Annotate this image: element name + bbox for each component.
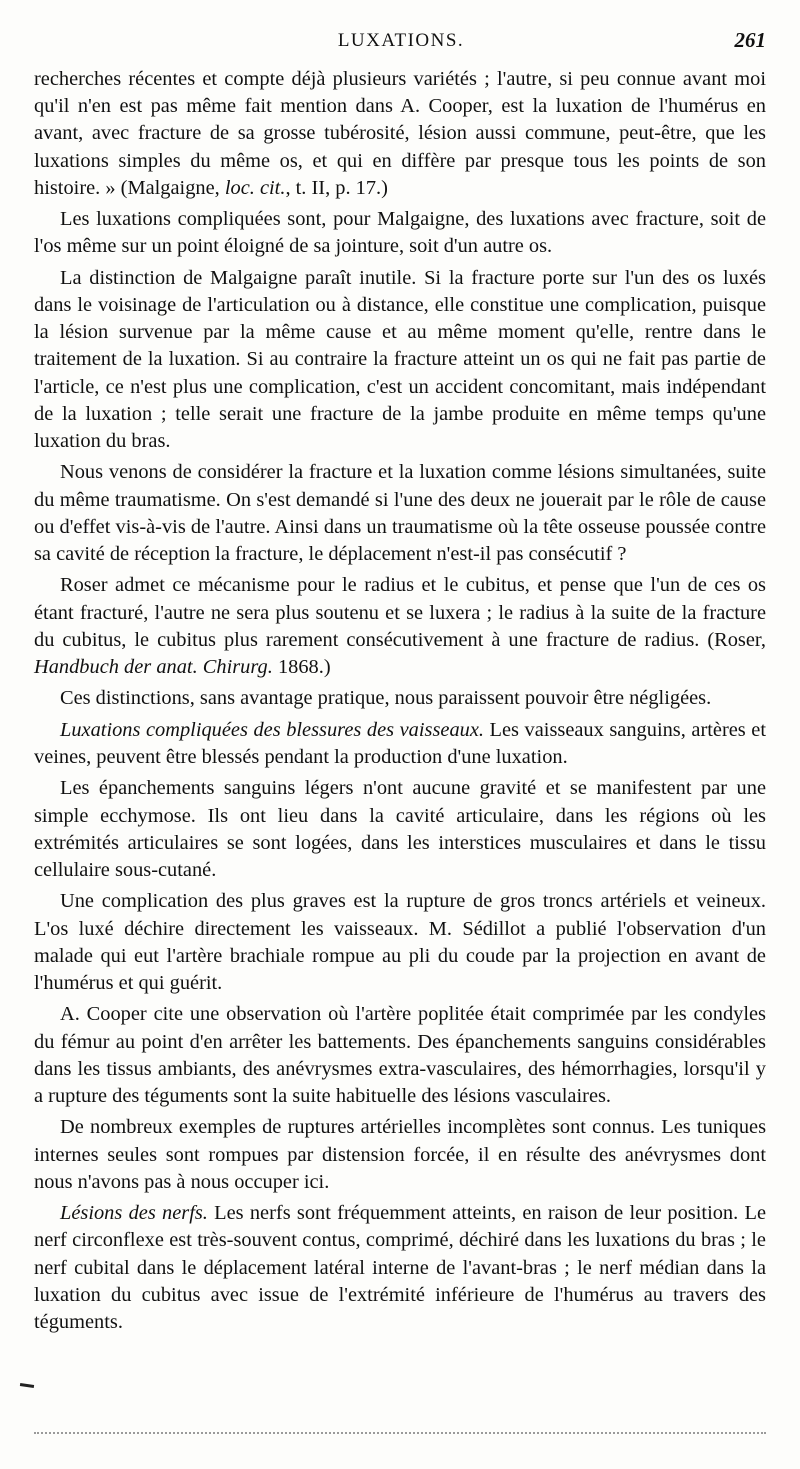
running-head [36, 24, 766, 54]
paragraph [34, 206, 766, 260]
page-number: 261 [734, 28, 766, 52]
text-segment: 1868.) [272, 656, 331, 679]
paragraph [34, 1114, 766, 1196]
text-segment: , t. II, p. 17.) [285, 176, 388, 199]
paragraph [34, 717, 766, 771]
paragraph [34, 685, 766, 712]
text-segment: Les nerfs sont fréquemment atteints, en raison de leur position. Le nerf circonflexe est très-souvent contus, comprimé, déchiré dans les luxations du bras ; le nerf cubital dans le déplacement latéral interne de l'avant-bras ; le nerf médian dans la luxation du cubitus avec issue de l'extrémité inférieure de l'humérus au travers des téguments. [34, 1202, 766, 1333]
stray-ink-mark [20, 1383, 34, 1388]
text-segment: Les luxations compliquées sont, pour Malgaigne, des luxations avec fracture, soit de l'os même sur un point éloigné de sa jointure, soit d'un autre os. [34, 208, 766, 258]
paragraph [34, 775, 766, 884]
text-segment: Une complication des plus graves est la rupture de gros troncs artériels et veineux. L'os luxé déchire directement les vaisseaux. M. Sédillot a publié l'observation d'un malade qui eut l'artère brachiale rompue au pli du coude par la projection en avant de l'humérus et qui guérit. [34, 890, 766, 994]
italic-text-segment: Lésions des nerfs. [60, 1202, 208, 1225]
text-segment: Ces distinctions, sans avantage pratique, nous paraissent pouvoir être négligées. [60, 687, 712, 710]
text-segment: Les épanchements sanguins légers n'ont aucune gravité et se manifestent par une simple ecchymose. Ils ont lieu dans la cavité articulaire, dans les régions où les extrémités articulaires se sont logées, dans les interstices musculaires et dans le tissu cellulaire sous-cutané. [34, 777, 766, 881]
paragraph [34, 572, 766, 681]
paragraph [34, 265, 766, 455]
text-segment: La distinction de Malgaigne paraît inutile. Si la fracture porte sur l'un des os luxés dans le voisinage de l'articulation ou à distance, elle constitue une complication, puisque la lésion survenue par la même cause et au même moment qu'elle, rentre dans le traitement de la luxation. Si au contraire la fracture atteint un os qui ne fait pas partie de l'article, ce n'est plus une complication, c'est un accident concomitant, mais indépendant de la luxation ; telle serait une fracture de la jambe produite en même temps qu'une luxation du bras. [34, 266, 766, 453]
text-segment: Les vaisseaux sanguins, artères et veines, peuvent être blessés pendant la production d'une luxation. [34, 718, 766, 768]
text-segment: Roser admet ce mécanisme pour le radius et le cubitus, et pense que l'un de ces os étant fracturé, l'autre ne sera plus soutenu et se luxera ; le radius à la suite de la fracture du cubitus, le cubitus plus rarement consécutivement à une fracture de radius. (Roser, [34, 574, 766, 651]
text-segment: De nombreux exemples de ruptures artérielles incomplètes sont connus. Les tuniques internes seules sont rompues par distension forcée, il en résulte des anévrysmes dont nous n'avons pas à nous occuper ici. [34, 1116, 766, 1193]
running-title: LUXATIONS. [337, 30, 465, 51]
text-segment: recherches récentes et compte déjà plusieurs variétés ; l'autre, si peu connue avant moi qu'il n'en est pas même fait mention dans A. Cooper, est la luxation de l'humérus en avant, avec fracture de sa grosse tubérosité, lésion aussi commune, peut-être, que les luxations simples du même os, et qui en diffère par presque tous les points de son histoire. » (Malgaigne, [34, 68, 766, 199]
text-segment: A. Cooper cite une observation où l'artère poplitée était comprimée par les condyles du fémur au point d'en arrêter les battements. Des épanchements sanguins considérables dans les tissus ambiants, des anévrysmes extra-vasculaires, des hémorrhagies, lorsqu'il y a rupture des téguments sont la suite habituelle des lésions vasculaires. [34, 1003, 766, 1107]
paragraph [34, 888, 766, 997]
body-text [34, 66, 766, 1340]
paragraph [34, 459, 766, 568]
text-segment: Nous venons de considérer la fracture et la luxation comme lésions simultanées, suite du même traumatisme. On s'est demandé si l'une des deux ne jouerait par le rôle de cause ou d'effet vis-à-vis de l'autre. Ainsi dans un traumatisme où la tête osseuse poussée contre sa cavité de réception la fracture, le déplacement n'est-il pas consécutif ? [34, 461, 766, 566]
bottom-dotted-rule [34, 1432, 766, 1434]
italic-text-segment: Handbuch der anat. Chirurg. [34, 656, 273, 679]
italic-text-segment: loc. cit. [224, 176, 286, 199]
italic-text-segment: Luxations compliquées des blessures des vaisseaux. [60, 718, 484, 741]
paragraph [34, 1001, 766, 1110]
paragraph [34, 1200, 766, 1336]
paragraph [34, 66, 766, 202]
